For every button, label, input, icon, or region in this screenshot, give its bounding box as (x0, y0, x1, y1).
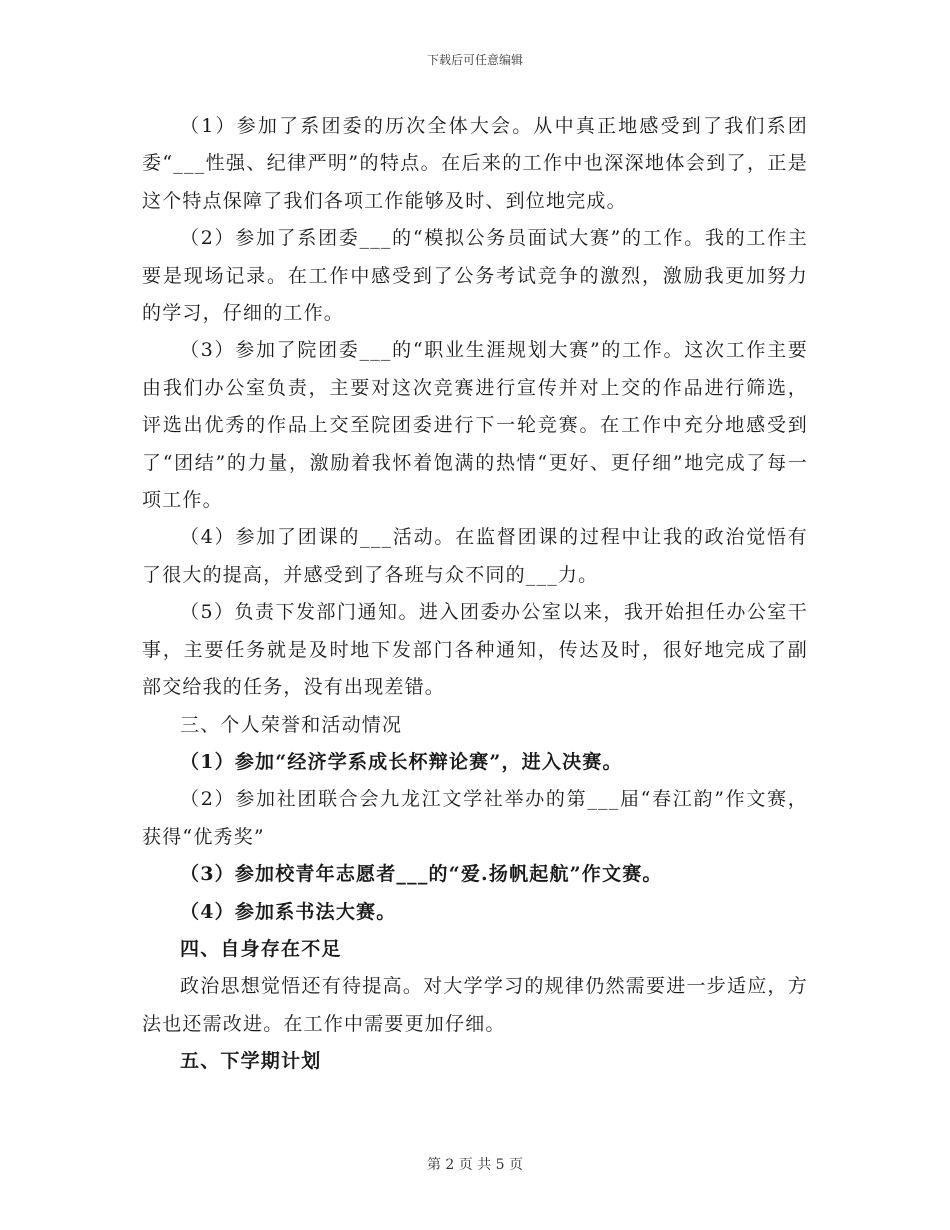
section-heading-shortcomings: 四、自身存在不足 (180, 937, 342, 960)
honor-item-2: （2）参加社团联合会九龙江文学社举办的第___届“春江韵”作文赛，获得“优秀奖” (142, 788, 808, 848)
paragraph-3: （3）参加了院团委___的“职业生涯规划大赛”的工作。这次工作主要由我们办公室负责，主要对这次竞赛进行宣传并对上交的作品进行筛选，评选出优秀的作品上交至院团委进行下一轮竞赛。在工作中充分地感受到了“团结”的力量，激励着我怀着饱满的热情“更好、更仔细”地完成了每一项工作。 (142, 339, 808, 512)
section-heading-honors: 三、个人荣誉和活动情况 (180, 713, 403, 736)
honor-item-4: （4）参加系书法大赛。 (180, 900, 397, 923)
honor-item-1: （1）参加“经济学系成长杯辩论赛”，进入决赛。 (180, 750, 623, 773)
section-heading-next-term: 五、下学期计划 (180, 1050, 322, 1073)
shortcomings-paragraph: 政治思想觉悟还有待提高。对大学学习的规律仍然需要进一步适应，方法也还需改进。在工作中需要更加仔细。 (142, 975, 808, 1035)
paragraph-5: （5）负责下发部门通知。进入团委办公室以来，我开始担任办公室干事，主要任务就是及时地下发部门各种通知，传达及时，很好地完成了副部交给我的任务，没有出现差错。 (142, 601, 808, 699)
paragraph-4: （4）参加了团课的___活动。在监督团课的过程中让我的政治觉悟有了很大的提高，并感受到了各班与众不同的___力。 (142, 526, 808, 586)
paragraph-1: （1）参加了系团委的历次全体大会。从中真正地感受到了我们系团委“___性强、纪律严明”的特点。在后来的工作中也深深地体会到了，正是这个特点保障了我们各项工作能够及时、到位地完成。 (142, 115, 808, 212)
page-header: 下载后可任意编辑 (426, 53, 523, 67)
paragraph-2: （2）参加了系团委___的“模拟公务员面试大赛”的工作。我的工作主要是现场记录。在工作中感受到了公务考试竞争的激烈，激励我更加努力的学习，仔细的工作。 (142, 227, 808, 325)
document-body (142, 108, 808, 1081)
honor-item-3: （3）参加校青年志愿者___的“爱.扬帆起航”作文赛。 (180, 863, 663, 886)
page-footer: 第 2 页 共 5 页 (426, 1157, 524, 1173)
